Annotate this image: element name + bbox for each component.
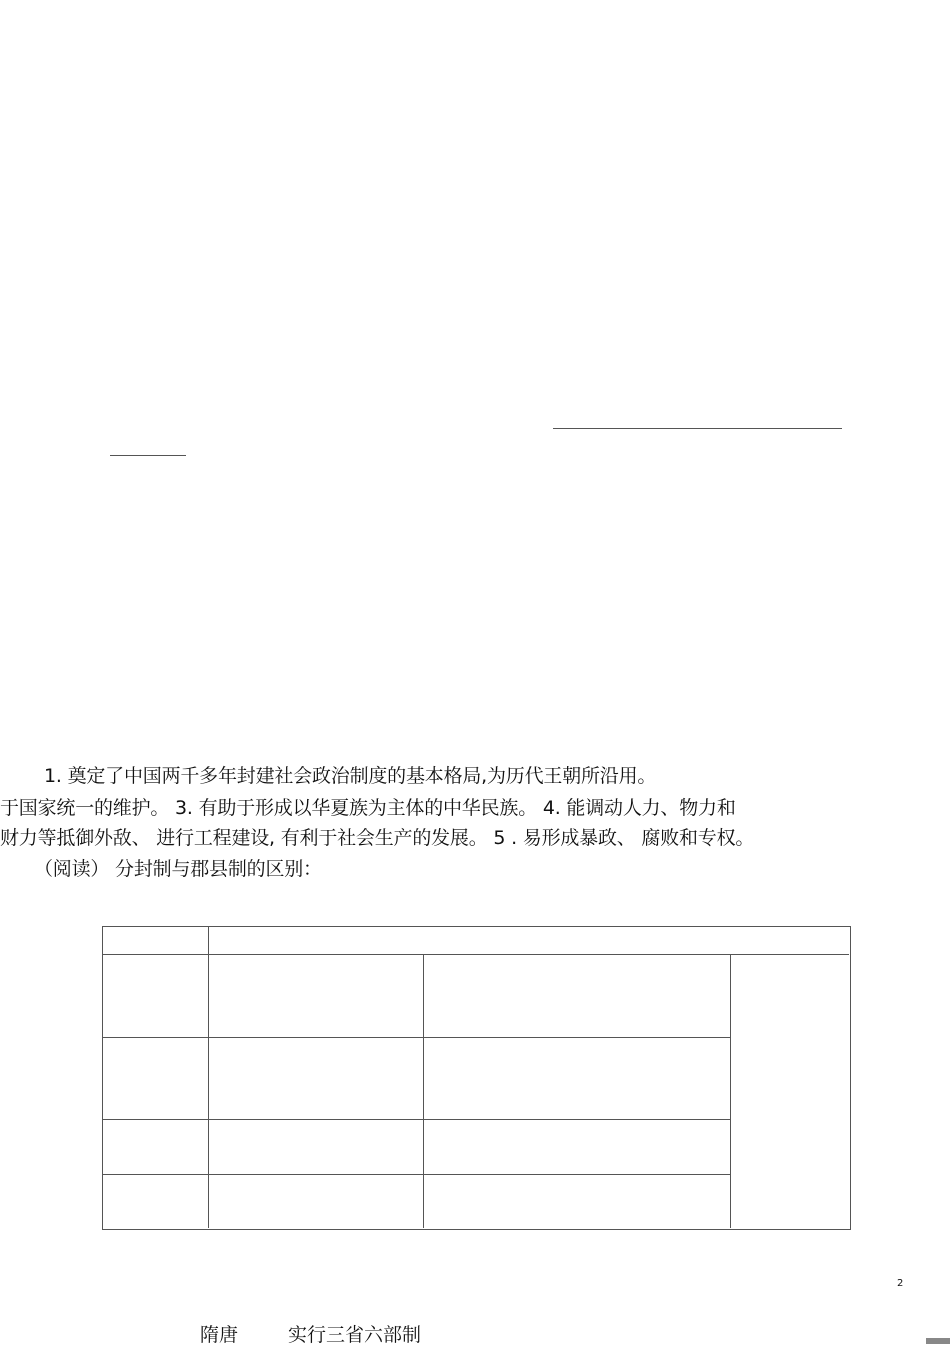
comparison-table xyxy=(102,926,851,1230)
table-column-divider xyxy=(208,927,209,1228)
dynasty-label: 隋唐 xyxy=(200,1324,239,1346)
table-row-divider xyxy=(103,1174,730,1175)
paragraph-line: 1. 奠定了中国两千多年封建社会政治制度的基本格局,为历代王朝所沿用。 xyxy=(44,765,657,787)
answer-blank-line xyxy=(553,428,842,429)
corner-mark xyxy=(926,1338,950,1344)
system-label: 实行三省六部制 xyxy=(288,1324,422,1346)
answer-blank-line xyxy=(110,455,186,456)
paragraph-line: 财力等抵御外敌、 进行工程建设, 有利于社会生产的发展。 5 . 易形成暴政、 腐败和专权。 xyxy=(0,827,755,849)
table-row-divider xyxy=(103,954,849,955)
table-column-divider xyxy=(423,954,424,1228)
page-number: 2 xyxy=(897,1278,904,1289)
paragraph-line: 于国家统一的维护。 3. 有助于形成以华夏族为主体的中华民族。 4. 能调动人力、物力和 xyxy=(0,797,736,819)
table-column-divider xyxy=(730,954,731,1228)
table-row-divider xyxy=(103,1037,730,1038)
table-row-divider xyxy=(103,1119,730,1120)
section-heading: （阅读） 分封制与郡县制的区别： xyxy=(34,858,322,880)
